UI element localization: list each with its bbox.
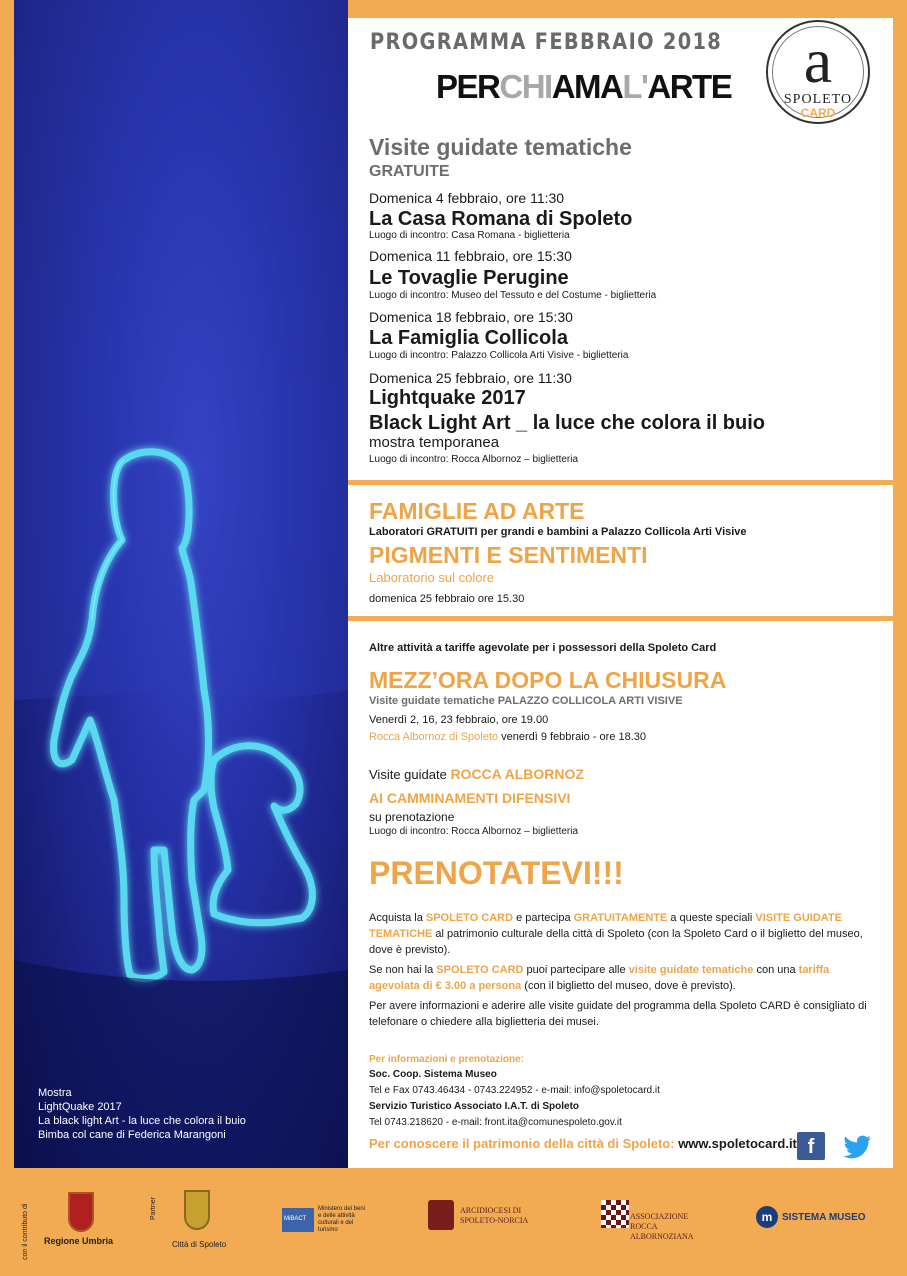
brand-part: PER [436, 68, 500, 105]
left-border [0, 0, 14, 1168]
event-name-secondary: Black Light Art _ la luce che colora il buio [369, 412, 766, 434]
text: (con il biglietto del museo, dove è previsto). [521, 980, 736, 992]
logo-letter: a [803, 25, 833, 96]
mibact-logo [282, 1208, 314, 1232]
caption-line: La black light Art - la luce che colora il buio [38, 1115, 246, 1127]
guided-title: Visite guidate tematiche [369, 134, 632, 160]
event-name: La Famiglia Collicola [369, 327, 568, 349]
text: puoi partecipare alle [523, 964, 629, 976]
camminamenti-title: AI CAMMINAMENTI DIFENSIVI [369, 790, 571, 806]
mezzora-line [369, 731, 646, 743]
rocca-place: Luogo di incontro: Rocca Albornoz – biglietteria [369, 826, 579, 837]
sistema-museo-label: SISTEMA MUSEO [782, 1212, 866, 1223]
spoleto-card-logo [766, 20, 870, 124]
website-line [369, 1136, 797, 1151]
info-paragraph: Per avere informazioni e aderire alle visite guidate del programma della Spoleto CARD è consigliato di telefonare o chiedere alla biglietteria dei musei. [369, 1000, 867, 1028]
exhibition-photo [14, 0, 348, 1168]
famiglie-title: FAMIGLIE AD ARTE [369, 498, 585, 524]
associazione-label: ASSOCIAZIONE ROCCA ALBORNOZIANA [630, 1212, 694, 1241]
brand-part: L' [622, 68, 648, 105]
twitter-icon[interactable] [843, 1134, 871, 1160]
text: al patrimonio culturale della città di Spoleto (con la Spoleto Card o il biglietto del museo, dove è previsto). [369, 928, 863, 956]
pigmenti-date: domenica 25 febbraio ore 15.30 [369, 593, 525, 605]
citta-spoleto-emblem [184, 1190, 210, 1230]
altre-intro: Altre attività a tariffe agevolate per i possessori della Spoleto Card [369, 642, 717, 654]
logo-city: SPOLETO [783, 92, 853, 107]
program-title: PROGRAMMA FEBBRAIO 2018 [370, 30, 723, 55]
event-place: Luogo di incontro: Palazzo Collicola Arti Visive - biglietteria [369, 350, 629, 361]
rocca-date: venerdì 9 febbraio - ore 18.30 [498, 731, 647, 743]
event-place: Luogo di incontro: Rocca Albornoz – biglietteria [369, 454, 579, 465]
regione-label: Regione Umbria [44, 1236, 114, 1246]
right-border [893, 0, 907, 1168]
event-date: Domenica 4 febbraio, ore 11:30 [369, 190, 565, 206]
text: con una [753, 964, 799, 976]
contacts-title: Per informazioni e prenotazione: [369, 1054, 525, 1065]
text: Acquista la [369, 912, 426, 924]
brand-part: ARTE [647, 68, 732, 105]
pigmenti-desc: Laboratorio sul colore [369, 570, 495, 585]
contrib-label: con il contributo di [22, 1203, 29, 1260]
rocca-title: ROCCA ALBORNOZ [450, 766, 584, 782]
brand-part: CHI [499, 68, 552, 105]
highlight: tariffa agevolata di € 3.00 a persona [369, 964, 830, 992]
event-place: Luogo di incontro: Casa Romana - biglietteria [369, 230, 570, 241]
regione-umbria-emblem [68, 1192, 94, 1232]
prenotatevi-title: PRENOTATEVI!!! [369, 855, 624, 891]
sistema-museo-icon: m [756, 1206, 778, 1228]
mezzora-title: MEZZ’ORA DOPO LA CHIUSURA [369, 667, 727, 693]
highlight: SPOLETO CARD [436, 964, 524, 976]
facebook-icon[interactable]: f [797, 1132, 825, 1160]
mibact-label: Ministero dei beni e delle attività culturali e del turismo [318, 1206, 366, 1233]
mezzora-desc: Visite guidate tematiche PALAZZO COLLICOLA ARTI VISIVE [369, 695, 683, 707]
rocca-prefix: Visite guidate [369, 767, 451, 782]
website-link[interactable]: www.spoletocard.it [674, 1136, 797, 1151]
brand-part: AMA [551, 68, 623, 105]
event-name: Le Tovaglie Perugine [369, 267, 569, 289]
text: a queste speciali [667, 912, 756, 924]
text: Se non hai la [369, 964, 437, 976]
mezzora-line: Venerdì 2, 16, 23 febbraio, ore 19.00 [369, 714, 549, 726]
highlight: VISITE GUIDATE TEMATICHE [369, 912, 842, 940]
guided-subtitle: GRATUITE [369, 163, 450, 180]
caption-line: LightQuake 2017 [38, 1101, 122, 1113]
partner-label: Partner [150, 1197, 157, 1220]
arcidiocesi-label: ARCIDIOCESI DI SPOLETO-NORCIA [460, 1206, 529, 1225]
highlight: GRATUITAMENTE [573, 912, 668, 924]
section-divider [348, 480, 893, 485]
arcidiocesi-seal [428, 1200, 454, 1230]
highlight: SPOLETO CARD [425, 912, 514, 924]
caption-line: Mostra [38, 1087, 72, 1099]
contacts-org: Soc. Coop. Sistema Museo [369, 1069, 497, 1080]
rocca-booking: su prenotazione [369, 810, 455, 824]
text: e partecipa [513, 912, 574, 924]
section-divider [348, 616, 893, 621]
event-date: Domenica 11 febbraio, ore 15:30 [369, 248, 572, 264]
event-place: Luogo di incontro: Museo del Tessuto e del Costume - biglietteria [369, 290, 657, 301]
info-paragraph [369, 962, 869, 994]
brand-wordmark [436, 68, 731, 106]
rocca-heading [369, 766, 584, 782]
pigmenti-title: PIGMENTI E SENTIMENTI [369, 542, 648, 568]
info-paragraph [369, 910, 869, 958]
rocca-name: Rocca Albornoz di Spoleto [369, 731, 499, 743]
associazione-logo [601, 1200, 629, 1228]
event-date: Domenica 18 febbraio, ore 15:30 [369, 309, 573, 325]
famiglie-desc: Laboratori GRATUITI per grandi e bambini a Palazzo Collicola Arti Visive [369, 526, 747, 538]
event-extra: mostra temporanea [369, 434, 500, 451]
event-name: La Casa Romana di Spoleto [369, 208, 633, 230]
event-name: Lightquake 2017 [369, 387, 526, 409]
event-date: Domenica 25 febbraio, ore 11:30 [369, 370, 572, 386]
mibact-abbr: MiBACT [284, 1216, 307, 1222]
neon-figure-drawing [14, 0, 348, 1168]
contacts-info: Tel e Fax 0743.46434 - 0743.224952 - e-mail: info@spoletocard.it [369, 1085, 660, 1096]
website-label: Per conoscere il patrimonio della città di Spoleto: [369, 1136, 675, 1151]
highlight: visite guidate tematiche [628, 964, 754, 976]
logo-word: CARD [800, 106, 836, 120]
caption-line: Bimba col cane di Federica Marangoni [38, 1129, 226, 1141]
contacts-info: Tel 0743.218620 - e-mail: front.ita@comunespoleto.gov.it [369, 1117, 622, 1128]
contacts-org: Servizio Turistico Associato I.A.T. di Spoleto [369, 1101, 580, 1112]
top-border [348, 0, 893, 18]
citta-label: Città di Spoleto [172, 1240, 227, 1249]
photo-caption [38, 1086, 348, 1142]
